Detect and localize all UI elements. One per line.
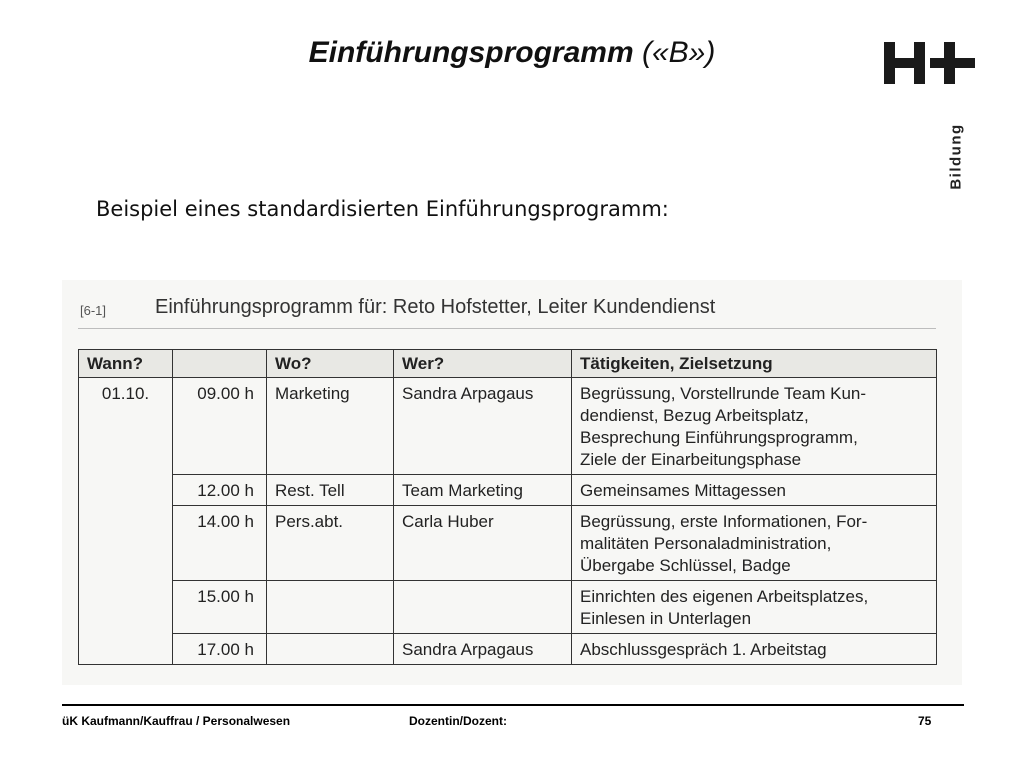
location-cell xyxy=(267,634,394,665)
person-cell: Team Marketing xyxy=(394,475,572,506)
activity-line: Einlesen in Unterlagen xyxy=(580,609,752,628)
table-row xyxy=(79,506,937,581)
scanned-figure xyxy=(62,280,962,685)
location-cell: Marketing xyxy=(267,378,394,475)
activity-line: Gemeinsames Mittagessen xyxy=(580,481,786,500)
slide-title xyxy=(0,36,1024,70)
activity-line: Besprechung Einführungsprogramm, xyxy=(580,428,858,447)
header-activities: Tätigkeiten, Zielsetzung xyxy=(572,350,937,378)
activity-line: Begrüssung, Vorstellrunde Team Kun- xyxy=(580,384,867,403)
header-time xyxy=(173,350,267,378)
activity-line: Abschlussgespräch 1. Arbeitstag xyxy=(580,640,827,659)
slide-title-suffix: («B») xyxy=(642,36,716,69)
table-row xyxy=(79,378,937,475)
activity-line: Einrichten des eigenen Arbeitsplatzes, xyxy=(580,587,869,606)
figure-divider xyxy=(78,328,936,329)
table-row xyxy=(79,634,937,665)
time-cell: 09.00 h xyxy=(173,378,267,475)
logo-wordmark xyxy=(945,108,967,204)
hplus-logo-icon xyxy=(884,40,976,86)
activity-cell xyxy=(572,581,937,634)
person-cell: Sandra Arpagaus xyxy=(394,378,572,475)
location-cell: Pers.abt. xyxy=(267,506,394,581)
footer-page-number: 75 xyxy=(918,714,932,728)
footer-lecturer: Dozentin/Dozent: xyxy=(409,714,507,728)
footer-divider xyxy=(62,704,964,706)
person-cell xyxy=(394,581,572,634)
person-cell: Carla Huber xyxy=(394,506,572,581)
time-cell: 14.00 h xyxy=(173,506,267,581)
slide-title-main: Einführungsprogramm xyxy=(308,36,634,69)
activity-line: dendienst, Bezug Arbeitsplatz, xyxy=(580,406,809,425)
footer-course: üK Kaufmann/Kauffrau / Personalwesen xyxy=(62,714,291,728)
activity-line: Ziele der Einarbeitungsphase xyxy=(580,450,802,469)
table-row xyxy=(79,581,937,634)
header-when: Wann? xyxy=(79,350,173,378)
person-cell: Sandra Arpagaus xyxy=(394,634,572,665)
activity-cell xyxy=(572,506,937,581)
slide-subtitle: Beispiel eines standardisierten Einführungsprogramm: xyxy=(96,197,669,221)
header-where: Wo? xyxy=(267,350,394,378)
schedule-table xyxy=(78,349,937,665)
hplus-bildung-logo xyxy=(884,40,976,190)
time-cell: 12.00 h xyxy=(173,475,267,506)
activity-cell xyxy=(572,634,937,665)
time-cell: 17.00 h xyxy=(173,634,267,665)
table-header-row xyxy=(79,350,937,378)
figure-title: Einführungsprogramm für: Reto Hofstetter, Leiter Kundendienst xyxy=(155,296,716,318)
time-cell: 15.00 h xyxy=(173,581,267,634)
location-cell xyxy=(267,581,394,634)
activity-line: Begrüssung, erste Informationen, For- xyxy=(580,512,868,531)
logo-word-bildung: Bildung xyxy=(947,122,965,190)
activity-cell xyxy=(572,378,937,475)
figure-label: [6-1] xyxy=(80,303,107,318)
header-who: Wer? xyxy=(394,350,572,378)
activity-cell xyxy=(572,475,937,506)
table-row xyxy=(79,475,937,506)
date-cell: 01.10. xyxy=(79,378,173,665)
location-cell: Rest. Tell xyxy=(267,475,394,506)
activity-line: Übergabe Schlüssel, Badge xyxy=(580,556,791,575)
activity-line: malitäten Personaladministration, xyxy=(580,534,832,553)
